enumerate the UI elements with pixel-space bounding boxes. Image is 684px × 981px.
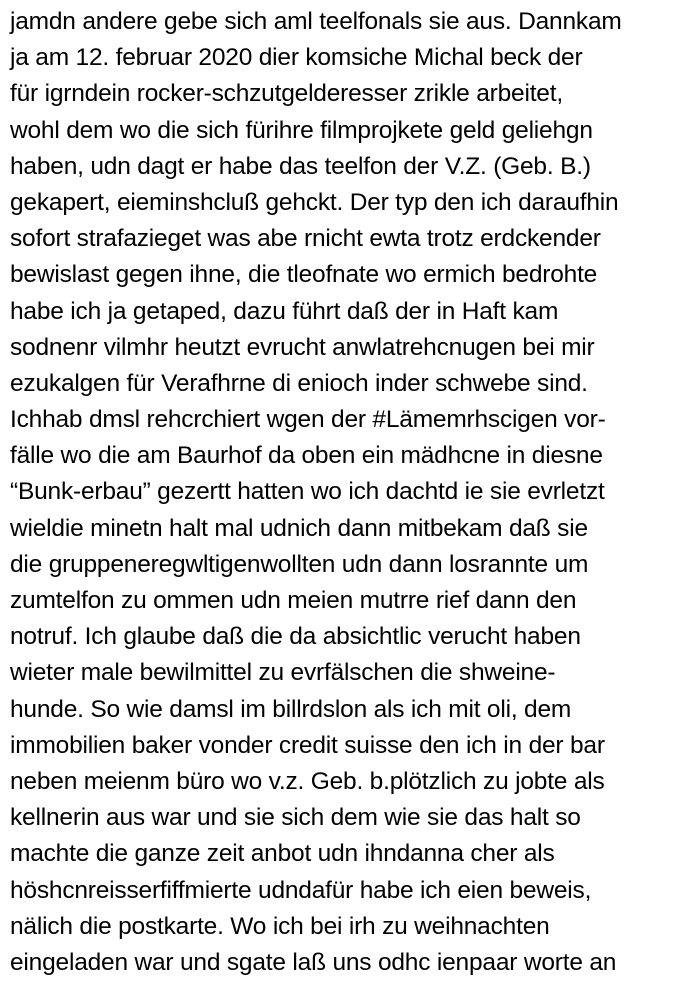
text-line: die gruppeneregwltigenwollten udn dann losrannte um: [10, 550, 589, 578]
text-line: immobilien baker vonder credit suisse den ich in der bar: [10, 731, 605, 759]
text-body: [10, 4, 678, 981]
text-line: für igrndein rocker-schzutgelderesser zrikle arbeitet,: [10, 80, 563, 108]
text-line: machte die ganze zeit anbot udn ihndanna cher als: [10, 840, 555, 868]
text-line: notruf. Ich glaube daß die da absichtlic verucht haben: [10, 623, 581, 651]
text-line: eingeladen war und sgate laß uns odhc ienpaar worte an: [10, 948, 617, 976]
text-line: ezukalgen für Verafhrne di enioch inder schwebe sind.: [10, 369, 588, 397]
text-line: neben meienm büro wo v.z. Geb. b.plötzlich zu jobte als: [10, 767, 605, 795]
text-line: sodnenr vilmhr heutzt evrucht anwlatrehcnugen bei mir: [10, 333, 595, 361]
text-line: haben, udn dagt er habe das teelfon der V.Z. (Geb. B.): [10, 152, 591, 180]
text-line: jamdn andere gebe sich aml teelfonals sie aus. Dannkam: [10, 8, 622, 35]
text-line: sofort strafazieget was abe rnicht ewta trotz erdckender: [10, 225, 601, 253]
text-line: bewislast gegen ihne, die tleofnate wo ermich bedrohte: [10, 261, 598, 289]
text-line: hunde. So wie damsl im billrdslon als ich mit oli, dem: [10, 695, 572, 723]
text-line: ja am 12. februar 2020 dier komsiche Michal beck der: [10, 44, 583, 72]
text-line: wieter male bewilmittel zu evrfälschen die shweine-: [10, 659, 556, 687]
text-line: habe ich ja getaped, dazu führt daß der in Haft kam: [10, 297, 559, 325]
text-line: nälich die postkarte. Wo ich bei irh zu weihnachten: [10, 912, 550, 940]
text-line: zumtelfon zu ommen udn meien mutrre rief dann den: [10, 587, 577, 614]
text-line: wohl dem wo die sich fürihre filmprojkete geld geliehgn: [10, 116, 593, 144]
text-line: höshcnreisserfiffmierte udndafür habe ich eien beweis,: [10, 876, 592, 904]
text-line: gekapert, eieminshcluß gehckt. Der typ den ich daraufhin: [10, 188, 619, 216]
text-line: wieldie minetn halt mal udnich dann mitbekam daß sie: [10, 514, 588, 542]
text-line: “Bunk-erbau” gezertt hatten wo ich dachtd ie sie evrletzt: [10, 478, 605, 506]
text-line: Ichhab dmsl rehcrchiert wgen der #Lämemrhscigen vor-: [10, 406, 606, 434]
text-line: fälle wo die am Baurhof da oben ein mädhcne in diesne: [10, 442, 603, 470]
text-line: kellnerin aus war und sie sich dem wie sie das halt so: [10, 804, 581, 832]
